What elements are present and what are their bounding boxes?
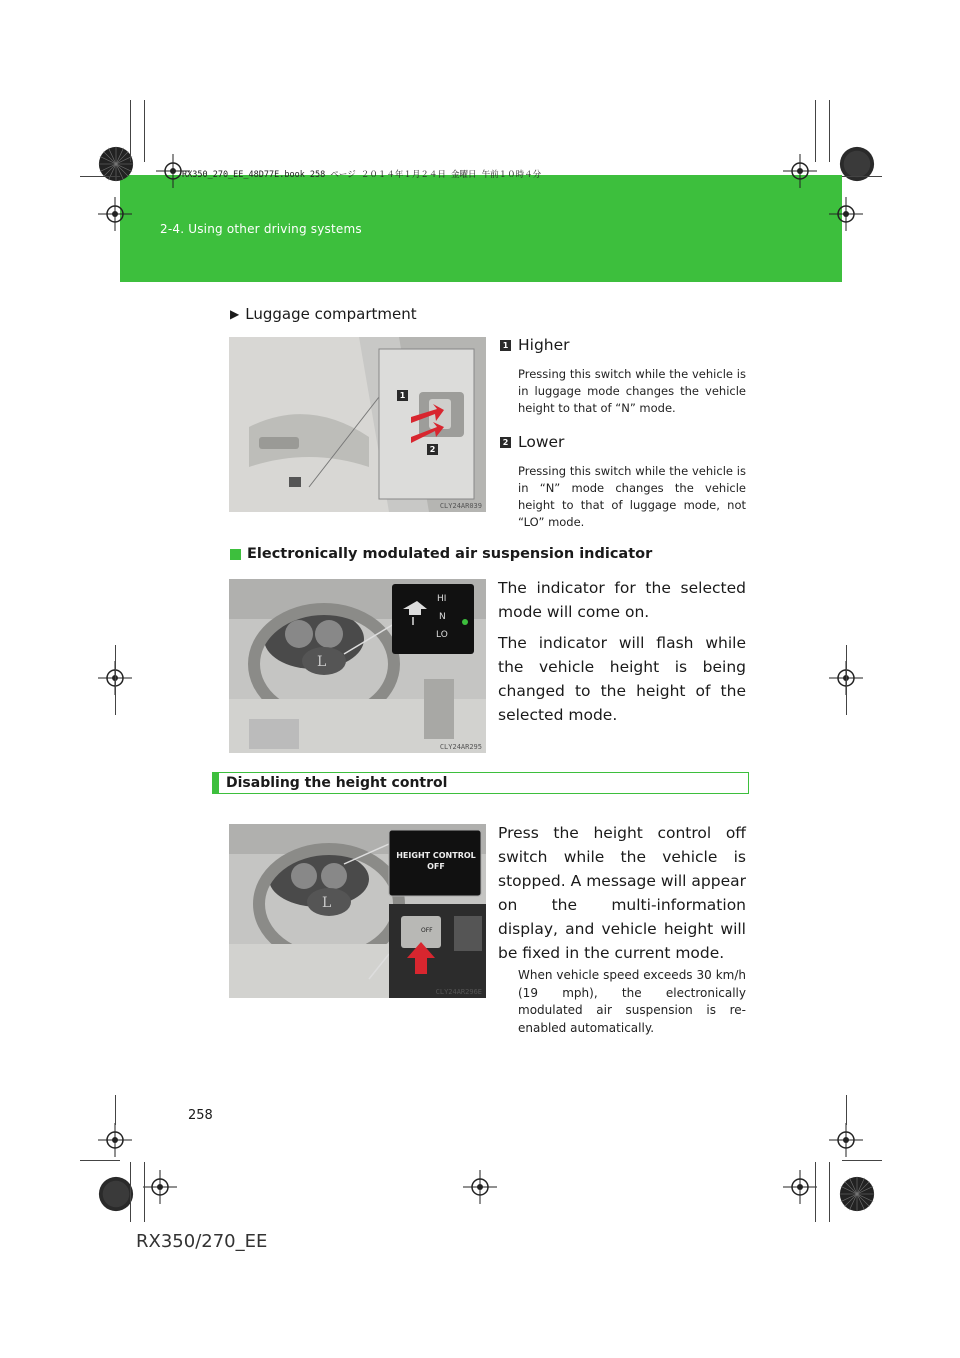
crosshair-icon <box>829 197 863 231</box>
number-badge: 2 <box>500 437 511 448</box>
crop-line <box>815 1162 816 1222</box>
crop-line <box>842 176 882 177</box>
crosshair-icon <box>463 1170 497 1204</box>
display-message-line2: OFF <box>427 862 445 871</box>
svg-text:L: L <box>317 654 327 670</box>
green-square-bullet <box>230 549 241 560</box>
height-control-off-photo <box>229 824 486 998</box>
crosshair-icon <box>783 154 817 188</box>
item-lower-title: 2 Lower <box>500 433 564 451</box>
crop-line <box>115 645 116 715</box>
photo-code: CLY24AR039 <box>439 502 482 510</box>
item-higher-title: 1 Higher <box>500 336 570 354</box>
crop-line <box>842 1160 882 1161</box>
luggage-heading-text: Luggage compartment <box>245 305 417 323</box>
indicator-n-label: N <box>439 612 446 622</box>
luggage-heading <box>230 305 417 323</box>
crop-line <box>130 1162 131 1222</box>
indicator-heading: Electronically modulated air suspension indicator <box>230 546 652 562</box>
svg-text:L: L <box>322 895 332 911</box>
disabling-heading: Disabling the height control <box>212 772 749 794</box>
disabling-para: Press the height control off switch while the vehicle is stopped. A message will appear on the multi-information display, and vehicle height will be fixed in the current mode. <box>498 824 746 962</box>
crop-line <box>115 1095 116 1125</box>
crop-line <box>144 1162 145 1222</box>
crop-line <box>80 176 120 177</box>
item-higher-desc: Pressing this switch while the vehicle is in luggage mode changes the vehicle height to that of “N” mode. <box>518 367 746 415</box>
indicator-lo-label: LO <box>436 630 448 640</box>
crop-line <box>846 645 847 715</box>
crop-line <box>815 100 816 162</box>
crosshair-icon <box>98 197 132 231</box>
crop-line <box>829 100 830 162</box>
indicator-hi-label: HI <box>437 594 447 604</box>
crop-line <box>130 100 131 162</box>
crosshair-icon <box>143 1170 177 1204</box>
crop-line <box>80 1160 120 1161</box>
triangle-bullet-icon: ▶ <box>230 307 240 321</box>
indicator-para-2: The indicator will flash while the vehicle height is being changed to the height of the selected mode. <box>498 634 746 724</box>
off-switch-label: OFF <box>421 927 433 934</box>
indicator-photo <box>229 579 486 753</box>
crop-line <box>846 1095 847 1125</box>
crosshair-icon <box>98 1123 132 1157</box>
photo-code: CLY24AR296E <box>435 988 482 996</box>
indicator-para-1: The indicator for the selected mode will come on. <box>498 579 746 621</box>
page-number: 258 <box>188 1108 213 1123</box>
callout-2: 2 <box>427 439 438 458</box>
callout-1: 1 <box>397 385 408 404</box>
model-code: RX350/270_EE <box>136 1231 268 1252</box>
crop-line <box>829 1162 830 1222</box>
section-label: 2-4. Using other driving systems <box>160 222 362 236</box>
crosshair-icon <box>156 154 190 188</box>
book-meta: RX350_270_EE_48D77E.book 258 ページ ２０１４年１月２４日 金曜日 午前１０時４分 <box>182 170 542 180</box>
registration-disc-icon <box>838 1175 876 1213</box>
number-badge: 1 <box>500 340 511 351</box>
luggage-switch-photo <box>229 337 486 512</box>
crosshair-icon <box>783 1170 817 1204</box>
item-lower-desc: Pressing this switch while the vehicle is in “N” mode changes the vehicle height to that of luggage mode, not “LO” mode. <box>518 464 746 529</box>
disabling-note: When vehicle speed exceeds 30 km/h (19 mph), the electronically modulated air suspension is re-enabled automatically. <box>518 968 746 1035</box>
crop-line <box>144 100 145 162</box>
display-message-line1: HEIGHT CONTROL <box>396 851 476 860</box>
photo-code: CLY24AR295 <box>439 743 482 751</box>
crosshair-icon <box>829 1123 863 1157</box>
registration-disc-icon <box>838 145 876 183</box>
